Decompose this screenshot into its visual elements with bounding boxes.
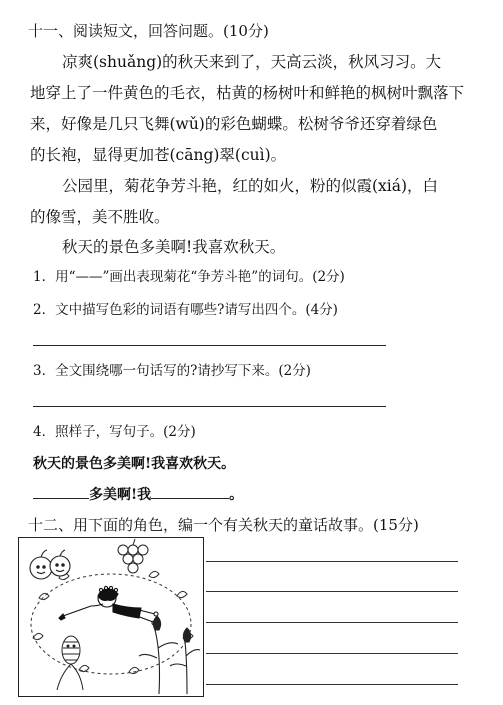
question-1: 1．用“——”画出表现菊花“争芳斗艳”的词句。(2分) <box>33 269 345 285</box>
passage-line-5: 公园里，菊花争芳斗艳，红的如火，粉的似霞(xiá)，白 <box>62 177 439 195</box>
answer-line-q2[interactable] <box>33 345 386 346</box>
story-picture <box>18 537 204 697</box>
story-writing-line-5[interactable] <box>206 684 458 685</box>
autumn-illustration <box>19 538 203 696</box>
passage-line-6: 的像雪，美不胜收。 <box>30 208 170 226</box>
grain-stalks <box>139 616 200 694</box>
fill-middle-text: 多美啊!我 <box>89 487 152 503</box>
corn-character <box>57 636 83 690</box>
fill-end-text: 。 <box>229 487 244 503</box>
story-writing-line-3[interactable] <box>206 622 458 623</box>
section-11-title: 十一、阅读短文，回答问题。(10分) <box>28 22 269 40</box>
story-writing-line-1[interactable] <box>206 561 458 562</box>
question-3: 3．全文围绕哪一句话写的?请抄写下来。(2分) <box>33 363 311 379</box>
apple-characters <box>30 550 70 579</box>
question-2: 2．文中描写色彩的词语有哪些?请写出四个。(4分) <box>33 302 338 318</box>
fairy-girl <box>59 586 158 625</box>
passage-line-1: 凉爽(shuǎng)的秋天来到了，天高云淡，秋风习习。大 <box>62 53 442 71</box>
passage-line-3: 来，好像是几只飞舞(wǔ)的彩色蝴蝶。松树爷爷还穿着绿色 <box>30 115 438 133</box>
fill-blank-2[interactable] <box>151 498 229 499</box>
passage-line-4: 的长袍，显得更加苍(cāng)翠(cuì)。 <box>30 146 287 164</box>
passage-line-7: 秋天的景色多美啊!我喜欢秋天。 <box>62 238 286 256</box>
story-writing-line-2[interactable] <box>206 591 458 592</box>
grape-character <box>118 539 148 573</box>
fill-blank-1[interactable] <box>33 498 89 499</box>
question-4: 4．照样子，写句子。(2分) <box>33 424 196 440</box>
answer-line-q3[interactable] <box>33 406 386 407</box>
section-12-title: 十二、用下面的角色，编一个有关秋天的童话故事。(15分) <box>28 516 419 534</box>
passage-line-2: 地穿上了一件黄色的毛衣，枯黄的杨树叶和鲜艳的枫树叶飘落下 <box>30 84 465 102</box>
story-writing-line-4[interactable] <box>206 653 458 654</box>
example-sentence: 秋天的景色多美啊!我喜欢秋天。 <box>33 456 236 472</box>
fill-in-sentence <box>33 488 243 502</box>
